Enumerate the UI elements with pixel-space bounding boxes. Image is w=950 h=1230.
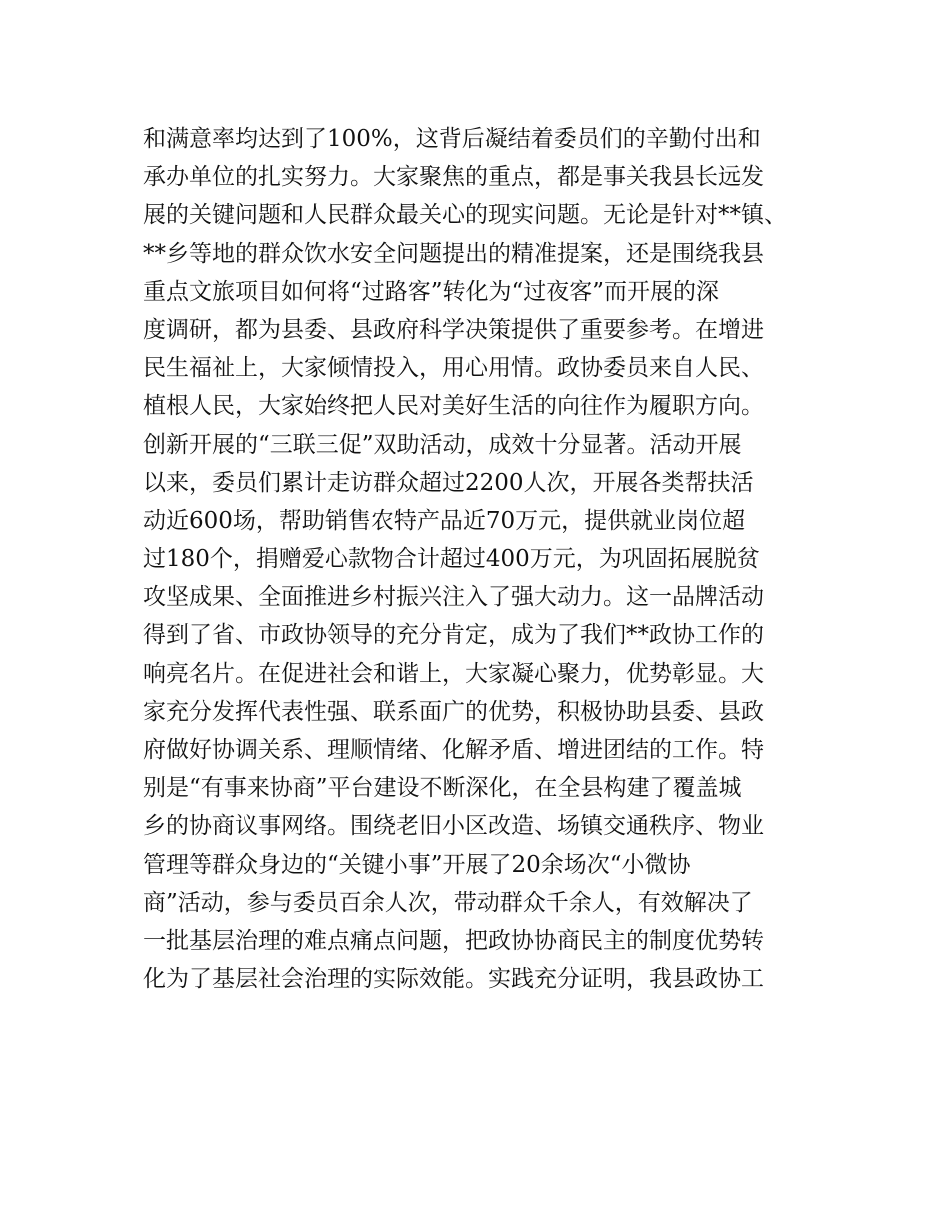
text-line: 创新开展的“三联三促”双助活动，成效十分显著。活动开展: [143, 431, 742, 458]
text-line: 度调研，都为县委、县政府科学决策提供了重要参考。在增进: [143, 316, 764, 343]
text-line: 植根人民，大家始终把人民对美好生活的向往作为履职方向。: [143, 393, 764, 420]
text-line: 府做好协调关系、理顺情绪、化解矛盾、增进团结的工作。特: [143, 737, 764, 763]
text-line: 过180个，捐赠爱心款物合计超过400万元，为巩固拓展脱贫: [143, 546, 760, 573]
text-line: 得到了省、市政协领导的充分肯定，成为了我们**政协工作的: [143, 622, 764, 649]
text-line: **乡等地的群众饮水安全问题提出的精准提案，还是围绕我县: [143, 240, 764, 267]
text-line: 承办单位的扎实努力。大家聚焦的重点，都是事关我县长远发: [143, 164, 764, 191]
text-line: 动近600场，帮助销售农特产品近70万元，提供就业岗位超: [143, 507, 746, 534]
text-line: 攻坚成果、全面推进乡村振兴注入了强大动力。这一品牌活动: [143, 584, 764, 611]
text-line: 化为了基层社会治理的实际效能。实践充分证明，我县政协工: [143, 966, 764, 993]
text-line: 重点文旅项目如何将“过路客”转化为“过夜客”而开展的深: [143, 278, 720, 305]
text-line: 乡的协商议事网络。围绕老旧小区改造、场镇交通秩序、物业: [143, 813, 764, 840]
text-line: 管理等群众身边的“关键小事”开展了20余场次“小微协: [143, 851, 691, 878]
text-line: 和满意率均达到了100%，这背后凝结着委员们的辛勤付出和: [143, 126, 761, 152]
text-line: 响亮名片。在促进社会和谐上，大家凝心聚力，优势彰显。大: [143, 660, 764, 687]
text-line: 展的关键问题和人民群众最关心的现实问题。无论是针对**镇、: [143, 202, 787, 229]
body-text: [143, 120, 823, 998]
text-line: 民生福祉上，大家倾情投入，用心用情。政协委员来自人民、: [143, 355, 764, 382]
text-line: 一批基层治理的难点痛点问题，把政协协商民主的制度优势转: [143, 927, 764, 954]
text-line: 以来，委员们累计走访群众超过2200人次，开展各类帮扶活: [143, 469, 754, 496]
text-line: 家充分发挥代表性强、联系面广的优势，积极协助县委、县政: [143, 698, 764, 725]
text-line: 别是“有事来协商”平台建设不断深化，在全县构建了覆盖城: [143, 775, 742, 802]
text-line: 商”活动，参与委员百余人次，带动群众千余人，有效解决了: [143, 889, 753, 916]
